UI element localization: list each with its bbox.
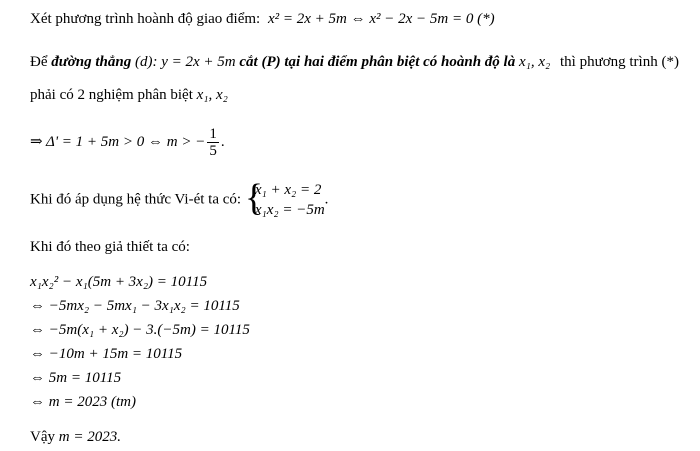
distinct-roots-symbols: x₁, x₂: [196, 87, 228, 103]
vieta-system: [244, 177, 325, 220]
step-5: ⇔ 5m = 10115: [30, 370, 122, 386]
line-d-equation: (d): y = 2x + 5m: [134, 54, 236, 70]
vieta-intro-text: Khi đó áp dụng hệ thức Vi-ét ta có:: [30, 191, 242, 208]
one-fifth-fraction: [207, 126, 219, 159]
intersection-intro-text: Xét phương trình hoành độ giao điểm:: [30, 11, 261, 27]
vieta-product: x₁x₂ = −5m: [254, 202, 325, 218]
hypothesis-line: [30, 238, 190, 256]
conclusion-result: m = 2023.: [58, 429, 121, 445]
left-brace-icon: {: [244, 177, 264, 219]
step-3: ⇔ −5m(x₁ + x₂) − 3.(−5m) = 10115: [30, 322, 250, 338]
condition-cut-text: cắt (P) tại hai điểm phân biệt có hoành độ là: [239, 54, 516, 70]
condition-equation-text: thì phương trình (*): [559, 54, 679, 70]
delta-inequality: ⇒ Δ' = 1 + 5m > 0 ⇔ m > −: [30, 133, 206, 150]
condition-line: [30, 53, 679, 71]
fraction-numerator: 1: [209, 126, 217, 142]
hypothesis-text: Khi đó theo giả thiết ta có:: [30, 239, 190, 255]
step-2: ⇔ −5mx₂ − 5mx₁ − 3x₁x₂ = 10115: [30, 298, 240, 314]
intersection-equation: x² = 2x + 5m ⇔ x² − 2x − 5m = 0 (*): [267, 11, 495, 27]
intersection-equation-line: [30, 10, 495, 28]
conclusion-line: [30, 428, 121, 446]
step-6: ⇔ m = 2023 (tm): [30, 394, 136, 410]
roots-symbols: x₁, x₂: [518, 54, 551, 70]
distinct-roots-text: phải có 2 nghiệm phân biệt: [30, 87, 193, 103]
condition-line-d-label: đường thẳng: [51, 54, 132, 70]
fraction-denominator: 5: [209, 143, 217, 159]
step-4: ⇔ −10m + 15m = 10115: [30, 346, 183, 362]
vieta-sum: x₁ + x₂ = 2: [254, 182, 322, 198]
distinct-roots-line: [30, 86, 228, 104]
step-1: x₁x₂² − x₁(5m + 3x₂) = 10115: [30, 274, 208, 290]
vieta-line: Khi đó áp dụng hệ thức Vi-ét ta có: { x₁ + x₂ = 2 x₁x₂ = −5m .: [30, 177, 329, 219]
conclusion-text: Vậy: [30, 429, 55, 445]
condition-de-text: Để: [30, 54, 48, 70]
delta-line: ⇒ Δ' = 1 + 5m > 0 ⇔ m > − $\frac{1}{5}$ .: [30, 126, 225, 159]
